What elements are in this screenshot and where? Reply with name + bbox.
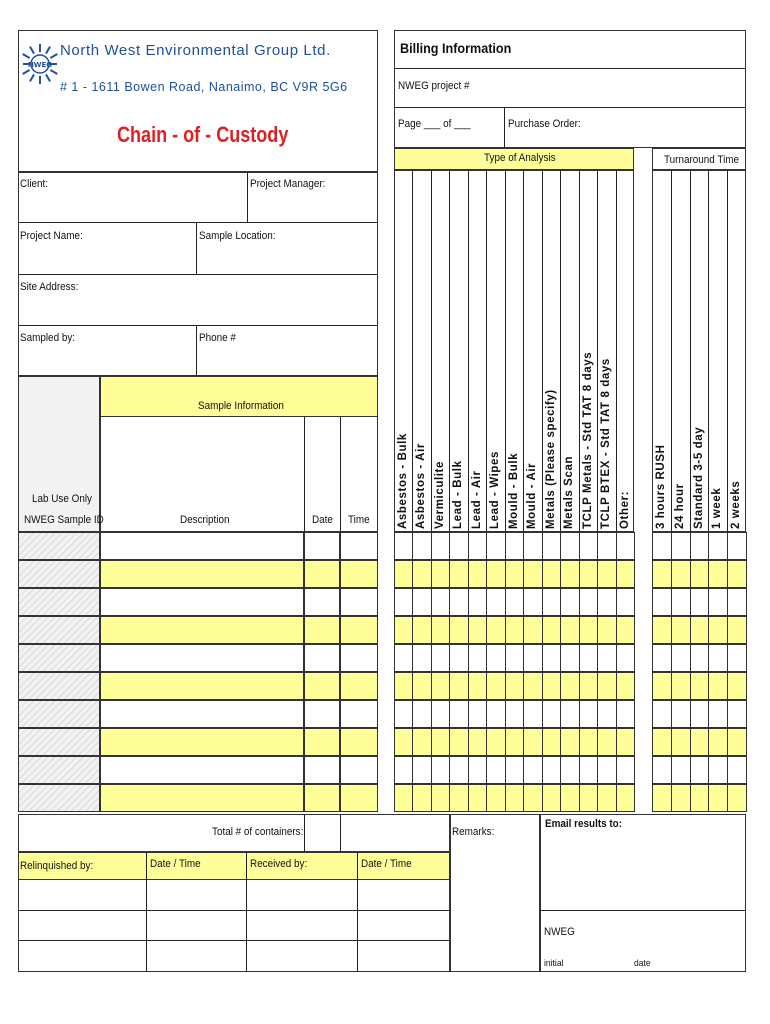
analysis-checkbox[interactable]: [431, 588, 450, 616]
page-of-field[interactable]: Page ___ of ___: [398, 118, 471, 130]
analysis-checkbox[interactable]: [486, 588, 505, 616]
turnaround-header-divider: [690, 170, 691, 532]
turnaround-option-label: 1 week: [711, 487, 724, 529]
turnaround-checkbox[interactable]: [727, 644, 747, 672]
analysis-checkbox[interactable]: [394, 588, 413, 616]
analysis-checkbox[interactable]: [431, 784, 450, 812]
turnaround-checkbox[interactable]: [652, 560, 672, 588]
lab-sample-id-cell[interactable]: [18, 588, 100, 616]
analysis-checkbox[interactable]: [560, 588, 579, 616]
analysis-checkbox[interactable]: [616, 784, 635, 812]
company-name: North West Environmental Group Ltd.: [60, 42, 331, 59]
analysis-checkbox[interactable]: [616, 644, 635, 672]
analysis-checkbox[interactable]: [468, 644, 487, 672]
analysis-checkbox[interactable]: [542, 532, 561, 560]
project-name-field[interactable]: Project Name:: [20, 230, 83, 242]
turnaround-checkbox[interactable]: [652, 616, 672, 644]
turnaround-checkbox[interactable]: [671, 700, 691, 728]
description-cell[interactable]: [100, 560, 304, 588]
sampled-by-field[interactable]: Sampled by:: [20, 332, 76, 344]
turnaround-checkbox[interactable]: [708, 784, 728, 812]
turnaround-checkbox[interactable]: [708, 560, 728, 588]
time-cell[interactable]: [340, 588, 378, 616]
analysis-header-divider: [523, 170, 524, 532]
turnaround-header-divider: [727, 170, 728, 532]
analysis-checkbox[interactable]: [505, 588, 524, 616]
turnaround-checkbox[interactable]: [690, 700, 710, 728]
company-logo: [20, 40, 60, 88]
type-of-analysis-title: Type of Analysis: [484, 152, 556, 164]
lab-sample-id-cell[interactable]: [18, 672, 100, 700]
analysis-checkbox[interactable]: [560, 756, 579, 784]
analysis-checkbox[interactable]: [468, 532, 487, 560]
analysis-checkbox[interactable]: [542, 784, 561, 812]
analysis-checkbox[interactable]: [579, 700, 598, 728]
lab-sample-id-cell[interactable]: [18, 700, 100, 728]
date-time-label-2: Date / Time: [361, 858, 412, 870]
svg-text:NWEG: NWEG: [27, 61, 53, 69]
analysis-checkbox[interactable]: [579, 560, 598, 588]
analysis-checkbox[interactable]: [560, 532, 579, 560]
turnaround-checkbox[interactable]: [708, 644, 728, 672]
date-cell[interactable]: [304, 672, 340, 700]
turnaround-checkbox[interactable]: [708, 532, 728, 560]
billing-title: Billing Information: [400, 40, 512, 56]
analysis-checkbox[interactable]: [449, 616, 468, 644]
turnaround-checkbox[interactable]: [671, 532, 691, 560]
site-address-field[interactable]: Site Address:: [20, 281, 79, 293]
analysis-checkbox[interactable]: [468, 700, 487, 728]
time-cell[interactable]: [340, 728, 378, 756]
analysis-checkbox[interactable]: [523, 756, 542, 784]
time-cell[interactable]: [340, 672, 378, 700]
turnaround-checkbox[interactable]: [727, 560, 747, 588]
relinquished-by-label: Relinquished by:: [20, 860, 94, 872]
analysis-checkbox[interactable]: [449, 700, 468, 728]
analysis-header-divider: [505, 170, 506, 532]
phone-field[interactable]: Phone #: [199, 332, 236, 344]
analysis-type-label: Metals (Please specify): [544, 389, 557, 529]
analysis-header-divider: [616, 170, 617, 532]
lab-sample-id-cell[interactable]: [18, 784, 100, 812]
analysis-checkbox[interactable]: [597, 756, 616, 784]
analysis-type-label: Lead - Wipes: [489, 450, 502, 529]
analysis-type-label: Asbestos - Bulk: [397, 433, 409, 529]
analysis-checkbox[interactable]: [579, 756, 598, 784]
analysis-checkbox[interactable]: [449, 728, 468, 756]
company-address: # 1 - 1611 Bowen Road, Nanaimo, BC V9R 5G6: [60, 80, 348, 94]
time-cell[interactable]: [340, 560, 378, 588]
turnaround-checkbox[interactable]: [671, 588, 691, 616]
description-cell[interactable]: [100, 672, 304, 700]
analysis-header-divider: [431, 170, 432, 532]
analysis-header-divider: [560, 170, 561, 532]
analysis-checkbox[interactable]: [394, 616, 413, 644]
analysis-type-label: Lead - Bulk: [452, 460, 465, 529]
date-label: Date: [312, 514, 333, 526]
analysis-checkbox[interactable]: [579, 588, 598, 616]
analysis-checkbox[interactable]: [597, 784, 616, 812]
analysis-checkbox[interactable]: [486, 728, 505, 756]
description-label: Description: [180, 514, 230, 526]
analysis-checkbox[interactable]: [560, 672, 579, 700]
lab-sample-id-cell[interactable]: [18, 532, 100, 560]
turnaround-checkbox[interactable]: [652, 728, 672, 756]
turnaround-checkbox[interactable]: [652, 588, 672, 616]
analysis-checkbox[interactable]: [505, 532, 524, 560]
description-cell[interactable]: [100, 616, 304, 644]
turnaround-option-label: 24 hour: [673, 483, 686, 529]
total-containers-input[interactable]: [342, 816, 448, 850]
analysis-checkbox[interactable]: [597, 672, 616, 700]
time-cell[interactable]: [340, 644, 378, 672]
analysis-checkbox[interactable]: [468, 616, 487, 644]
date-cell[interactable]: [304, 532, 340, 560]
time-cell[interactable]: [340, 700, 378, 728]
turnaround-checkbox[interactable]: [671, 616, 691, 644]
project-manager-field[interactable]: Project Manager:: [250, 178, 326, 190]
analysis-header-divider: [486, 170, 487, 532]
turnaround-checkbox[interactable]: [727, 756, 747, 784]
analysis-checkbox[interactable]: [468, 784, 487, 812]
description-cell[interactable]: [100, 728, 304, 756]
analysis-checkbox[interactable]: [616, 700, 635, 728]
analysis-checkbox[interactable]: [523, 560, 542, 588]
remarks-label: Remarks:: [452, 826, 495, 838]
analysis-checkbox[interactable]: [523, 672, 542, 700]
turnaround-checkbox[interactable]: [690, 644, 710, 672]
turnaround-checkbox[interactable]: [727, 532, 747, 560]
turnaround-checkbox[interactable]: [671, 756, 691, 784]
analysis-checkbox[interactable]: [560, 700, 579, 728]
sun-logo-icon: [20, 40, 60, 88]
analysis-checkbox[interactable]: [505, 560, 524, 588]
analysis-checkbox[interactable]: [579, 672, 598, 700]
analysis-checkbox[interactable]: [616, 616, 635, 644]
analysis-checkbox[interactable]: [412, 784, 431, 812]
time-label: Time: [348, 514, 370, 526]
lab-sample-id-cell[interactable]: [18, 644, 100, 672]
email-input[interactable]: [542, 834, 744, 908]
turnaround-option-label: Standard 3-5 day: [692, 426, 705, 529]
turnaround-checkbox[interactable]: [690, 532, 710, 560]
analysis-checkbox[interactable]: [486, 532, 505, 560]
analysis-checkbox[interactable]: [560, 784, 579, 812]
analysis-checkbox[interactable]: [542, 672, 561, 700]
analysis-checkbox[interactable]: [486, 672, 505, 700]
analysis-checkbox[interactable]: [560, 728, 579, 756]
analysis-header-divider: [468, 170, 469, 532]
analysis-checkbox[interactable]: [412, 700, 431, 728]
analysis-checkbox[interactable]: [449, 672, 468, 700]
analysis-checkbox[interactable]: [412, 560, 431, 588]
analysis-checkbox[interactable]: [597, 700, 616, 728]
analysis-checkbox[interactable]: [542, 644, 561, 672]
description-cell[interactable]: [100, 700, 304, 728]
turnaround-option-label: 2 weeks: [730, 480, 743, 529]
time-cell[interactable]: [340, 784, 378, 812]
analysis-checkbox[interactable]: [616, 560, 635, 588]
lab-use-label: Lab Use Only: [32, 493, 92, 505]
analysis-checkbox[interactable]: [597, 728, 616, 756]
analysis-header-divider: [542, 170, 543, 532]
purchase-order-field[interactable]: Purchase Order:: [508, 118, 581, 130]
turnaround-checkbox[interactable]: [652, 644, 672, 672]
description-cell[interactable]: [100, 644, 304, 672]
turnaround-checkbox[interactable]: [690, 588, 710, 616]
lab-sample-id-cell[interactable]: [18, 728, 100, 756]
turnaround-checkbox[interactable]: [727, 700, 747, 728]
analysis-checkbox[interactable]: [449, 532, 468, 560]
analysis-checkbox[interactable]: [616, 756, 635, 784]
analysis-checkbox[interactable]: [394, 784, 413, 812]
analysis-checkbox[interactable]: [468, 728, 487, 756]
analysis-header-divider: [412, 170, 413, 532]
analysis-checkbox[interactable]: [505, 644, 524, 672]
analysis-type-label: Mould - Bulk: [507, 452, 520, 529]
nweg-project-field[interactable]: NWEG project #: [398, 80, 470, 92]
analysis-checkbox[interactable]: [579, 784, 598, 812]
turnaround-checkbox[interactable]: [727, 672, 747, 700]
turnaround-checkbox[interactable]: [708, 672, 728, 700]
analysis-checkbox[interactable]: [412, 672, 431, 700]
analysis-checkbox[interactable]: [412, 644, 431, 672]
analysis-checkbox[interactable]: [505, 672, 524, 700]
analysis-checkbox[interactable]: [542, 588, 561, 616]
analysis-checkbox[interactable]: [542, 728, 561, 756]
analysis-checkbox[interactable]: [505, 616, 524, 644]
turnaround-checkbox[interactable]: [708, 588, 728, 616]
analysis-checkbox[interactable]: [579, 532, 598, 560]
date-cell[interactable]: [304, 728, 340, 756]
date-small-label: date: [634, 958, 651, 969]
sample-location-field[interactable]: Sample Location:: [199, 230, 276, 242]
analysis-checkbox[interactable]: [394, 532, 413, 560]
date-cell[interactable]: [304, 588, 340, 616]
analysis-checkbox[interactable]: [560, 560, 579, 588]
analysis-checkbox[interactable]: [468, 756, 487, 784]
analysis-checkbox[interactable]: [412, 756, 431, 784]
analysis-checkbox[interactable]: [616, 588, 635, 616]
analysis-checkbox[interactable]: [449, 588, 468, 616]
analysis-checkbox[interactable]: [468, 672, 487, 700]
analysis-checkbox[interactable]: [431, 644, 450, 672]
date-cell[interactable]: [304, 784, 340, 812]
time-cell[interactable]: [340, 616, 378, 644]
analysis-checkbox[interactable]: [431, 728, 450, 756]
turnaround-checkbox[interactable]: [652, 532, 672, 560]
analysis-checkbox[interactable]: [486, 756, 505, 784]
form-title: Chain - of - Custody: [117, 122, 289, 147]
description-cell[interactable]: [100, 532, 304, 560]
analysis-checkbox[interactable]: [597, 588, 616, 616]
analysis-checkbox[interactable]: [505, 784, 524, 812]
analysis-header-divider: [579, 170, 580, 532]
description-cell[interactable]: [100, 784, 304, 812]
analysis-checkbox[interactable]: [412, 588, 431, 616]
turnaround-checkbox[interactable]: [727, 784, 747, 812]
analysis-checkbox[interactable]: [560, 644, 579, 672]
analysis-checkbox[interactable]: [523, 616, 542, 644]
analysis-checkbox[interactable]: [597, 616, 616, 644]
analysis-checkbox[interactable]: [431, 672, 450, 700]
sample-info-title: Sample Information: [198, 400, 284, 412]
turnaround-checkbox[interactable]: [671, 728, 691, 756]
turnaround-checkbox[interactable]: [652, 672, 672, 700]
date-cell[interactable]: [304, 700, 340, 728]
analysis-checkbox[interactable]: [523, 644, 542, 672]
turnaround-checkbox[interactable]: [690, 728, 710, 756]
turnaround-checkbox[interactable]: [727, 588, 747, 616]
analysis-checkbox[interactable]: [523, 784, 542, 812]
turnaround-checkbox[interactable]: [671, 784, 691, 812]
turnaround-checkbox[interactable]: [690, 560, 710, 588]
date-time-label-1: Date / Time: [150, 858, 201, 870]
analysis-type-label: Vermiculite: [433, 461, 446, 529]
analysis-checkbox[interactable]: [394, 560, 413, 588]
analysis-checkbox[interactable]: [431, 756, 450, 784]
analysis-checkbox[interactable]: [394, 700, 413, 728]
analysis-checkbox[interactable]: [597, 644, 616, 672]
turnaround-checkbox[interactable]: [690, 616, 710, 644]
turnaround-checkbox[interactable]: [708, 616, 728, 644]
lab-sample-id-cell[interactable]: [18, 616, 100, 644]
analysis-checkbox[interactable]: [431, 560, 450, 588]
analysis-checkbox[interactable]: [412, 616, 431, 644]
analysis-checkbox[interactable]: [542, 756, 561, 784]
analysis-checkbox[interactable]: [542, 616, 561, 644]
analysis-type-label: Metals Scan: [563, 455, 576, 529]
analysis-checkbox[interactable]: [412, 728, 431, 756]
time-cell[interactable]: [340, 756, 378, 784]
analysis-checkbox[interactable]: [579, 728, 598, 756]
analysis-checkbox[interactable]: [449, 784, 468, 812]
analysis-checkbox[interactable]: [394, 672, 413, 700]
analysis-checkbox[interactable]: [486, 644, 505, 672]
date-cell[interactable]: [304, 644, 340, 672]
turnaround-checkbox[interactable]: [708, 728, 728, 756]
lab-sample-id-cell[interactable]: [18, 756, 100, 784]
analysis-header-divider: [449, 170, 450, 532]
analysis-checkbox[interactable]: [616, 532, 635, 560]
date-cell[interactable]: [304, 756, 340, 784]
turnaround-checkbox[interactable]: [671, 672, 691, 700]
analysis-checkbox[interactable]: [579, 644, 598, 672]
analysis-checkbox[interactable]: [394, 728, 413, 756]
nweg-sample-id-label: NWEG Sample ID: [24, 514, 104, 526]
analysis-checkbox[interactable]: [505, 728, 524, 756]
analysis-type-label: Mould - Air: [526, 462, 539, 529]
analysis-checkbox[interactable]: [523, 728, 542, 756]
turnaround-checkbox[interactable]: [690, 784, 710, 812]
nweg-label: NWEG: [544, 926, 575, 938]
turnaround-checkbox[interactable]: [690, 672, 710, 700]
analysis-checkbox[interactable]: [486, 616, 505, 644]
received-by-label: Received by:: [250, 858, 308, 870]
analysis-checkbox[interactable]: [616, 728, 635, 756]
analysis-checkbox[interactable]: [449, 560, 468, 588]
turnaround-header-divider: [708, 170, 709, 532]
turnaround-checkbox[interactable]: [671, 644, 691, 672]
analysis-checkbox[interactable]: [597, 532, 616, 560]
turnaround-checkbox[interactable]: [652, 784, 672, 812]
email-label: Email results to:: [545, 818, 623, 830]
turnaround-checkbox[interactable]: [652, 700, 672, 728]
turnaround-checkbox[interactable]: [652, 756, 672, 784]
analysis-checkbox[interactable]: [542, 700, 561, 728]
lab-sample-id-cell[interactable]: [18, 560, 100, 588]
analysis-checkbox[interactable]: [523, 532, 542, 560]
turnaround-checkbox[interactable]: [727, 616, 747, 644]
description-cell[interactable]: [100, 756, 304, 784]
turnaround-checkbox[interactable]: [727, 728, 747, 756]
analysis-type-label: Asbestos - Air: [415, 443, 428, 529]
analysis-checkbox[interactable]: [449, 644, 468, 672]
initial-label: initial: [544, 958, 564, 969]
lab-use-header: [18, 376, 100, 532]
analysis-checkbox[interactable]: [597, 560, 616, 588]
analysis-checkbox[interactable]: [431, 700, 450, 728]
turnaround-option-label: 3 hours RUSH: [655, 444, 667, 529]
analysis-checkbox[interactable]: [431, 532, 450, 560]
analysis-checkbox[interactable]: [486, 784, 505, 812]
analysis-checkbox[interactable]: [523, 588, 542, 616]
analysis-checkbox[interactable]: [449, 756, 468, 784]
analysis-checkbox[interactable]: [486, 700, 505, 728]
analysis-checkbox[interactable]: [505, 700, 524, 728]
analysis-type-label: Lead - Air: [470, 470, 483, 529]
turnaround-checkbox[interactable]: [708, 756, 728, 784]
analysis-checkbox[interactable]: [505, 756, 524, 784]
turnaround-checkbox[interactable]: [708, 700, 728, 728]
turnaround-title: Turnaround Time: [664, 154, 740, 166]
analysis-checkbox[interactable]: [468, 588, 487, 616]
turnaround-checkbox[interactable]: [671, 560, 691, 588]
date-cell[interactable]: [304, 560, 340, 588]
analysis-checkbox[interactable]: [579, 616, 598, 644]
analysis-checkbox[interactable]: [560, 616, 579, 644]
client-field[interactable]: Client:: [20, 178, 49, 190]
date-cell[interactable]: [304, 616, 340, 644]
analysis-checkbox[interactable]: [412, 532, 431, 560]
time-cell[interactable]: [340, 532, 378, 560]
analysis-checkbox[interactable]: [394, 644, 413, 672]
analysis-checkbox[interactable]: [468, 560, 487, 588]
analysis-type-label: Other:: [618, 490, 631, 529]
analysis-checkbox[interactable]: [616, 672, 635, 700]
analysis-checkbox[interactable]: [542, 560, 561, 588]
description-cell[interactable]: [100, 588, 304, 616]
analysis-checkbox[interactable]: [431, 616, 450, 644]
analysis-checkbox[interactable]: [394, 756, 413, 784]
analysis-header-divider: [597, 170, 598, 532]
analysis-checkbox[interactable]: [486, 560, 505, 588]
analysis-type-label: TCLP Metals - Std TAT 8 days: [581, 351, 594, 529]
turnaround-checkbox[interactable]: [690, 756, 710, 784]
analysis-type-label: TCLP BTEX - Std TAT 8 days: [600, 358, 613, 529]
total-containers-label: Total # of containers:: [212, 826, 304, 838]
analysis-checkbox[interactable]: [523, 700, 542, 728]
turnaround-header-divider: [671, 170, 672, 532]
